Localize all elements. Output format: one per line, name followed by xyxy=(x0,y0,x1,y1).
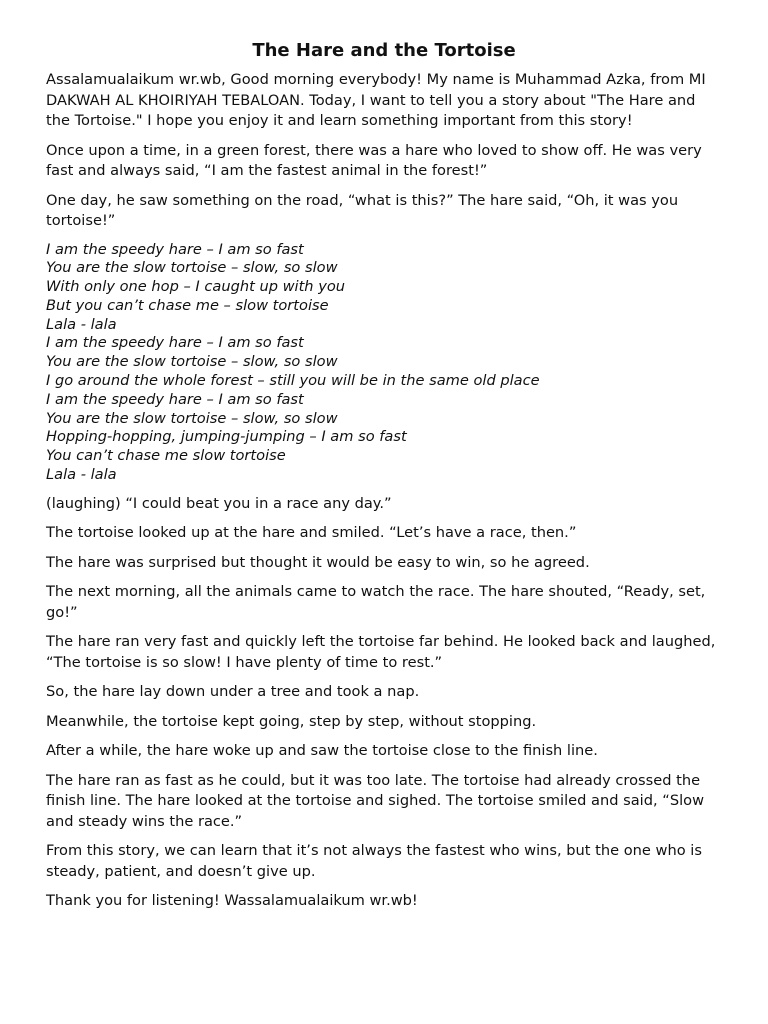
moral-paragraph: From this story, we can learn that it’s not always the fastest who wins, but the one who is steady, patient, and doesn’t give up. xyxy=(46,842,702,880)
story-paragraph: The hare ran very fast and quickly left the tortoise far behind. He looked back and laughed, “The tortoise is so slow! I have plenty of time to rest.” xyxy=(46,633,716,671)
song-line: With only one hop – I caught up with you xyxy=(46,278,346,296)
song-line: But you can’t chase me – slow tortoise xyxy=(46,296,329,314)
song-line: I am the speedy hare – I am so fast xyxy=(46,334,304,352)
song-line: I am the speedy hare – I am so fast xyxy=(46,240,304,258)
song-line: You can’t chase me slow tortoise xyxy=(46,447,286,465)
closing-paragraph: Thank you for listening! Wassalamualaikum wr.wb! xyxy=(46,892,418,910)
song-line: I go around the whole forest – still you will be in the same old place xyxy=(46,372,540,390)
intro-paragraph: Assalamualaikum wr.wb, Good morning everybody! My name is Muhammad Azka, from MI DAKWAH AL KHOIRIYAH TEBALOAN. Today, I want to tell you a story about "The Hare and the Tortoise." I hope you enjoy it and learn something important from this story! xyxy=(46,71,706,129)
song-line: You are the slow tortoise – slow, so slow xyxy=(46,259,338,277)
story-paragraph: The hare ran as fast as he could, but it was too late. The tortoise had already crossed the finish line. The hare looked at the tortoise and sighed. The tortoise smiled and said, “Slow and steady wins the race.” xyxy=(46,771,705,830)
song-lyrics xyxy=(46,241,722,485)
song-line: I am the speedy hare – I am so fast xyxy=(46,390,304,408)
song-line: Lala - lala xyxy=(46,315,117,333)
song-line: Hopping-hopping, jumping-jumping – I am so fast xyxy=(46,428,407,446)
song-line: Lala - lala xyxy=(46,466,117,484)
story-paragraph: The next morning, all the animals came to watch the race. The hare shouted, “Ready, set, go!” xyxy=(46,583,706,621)
story-paragraph: So, the hare lay down under a tree and took a nap. xyxy=(46,683,420,701)
story-paragraph: Meanwhile, the tortoise kept going, step by step, without stopping. xyxy=(46,712,537,730)
intro-paragraph: Once upon a time, in a green forest, there was a hare who loved to show off. He was very fast and always said, “I am the fastest animal in the forest!” xyxy=(46,141,702,179)
song-line: You are the slow tortoise – slow, so slow xyxy=(46,409,338,427)
story-paragraph: The tortoise looked up at the hare and smiled. “Let’s have a race, then.” xyxy=(46,524,577,542)
story-paragraph: After a while, the hare woke up and saw the tortoise close to the finish line. xyxy=(46,742,598,760)
document-title: The Hare and the Tortoise xyxy=(252,40,516,61)
intro-paragraph: One day, he saw something on the road, “what is this?” The hare said, “Oh, it was you tortoise!” xyxy=(46,191,679,229)
story-paragraph: (laughing) “I could beat you in a race any day.” xyxy=(46,494,392,512)
story-paragraph: The hare was surprised but thought it would be easy to win, so he agreed. xyxy=(46,553,590,571)
song-line: You are the slow tortoise – slow, so slow xyxy=(46,353,338,371)
